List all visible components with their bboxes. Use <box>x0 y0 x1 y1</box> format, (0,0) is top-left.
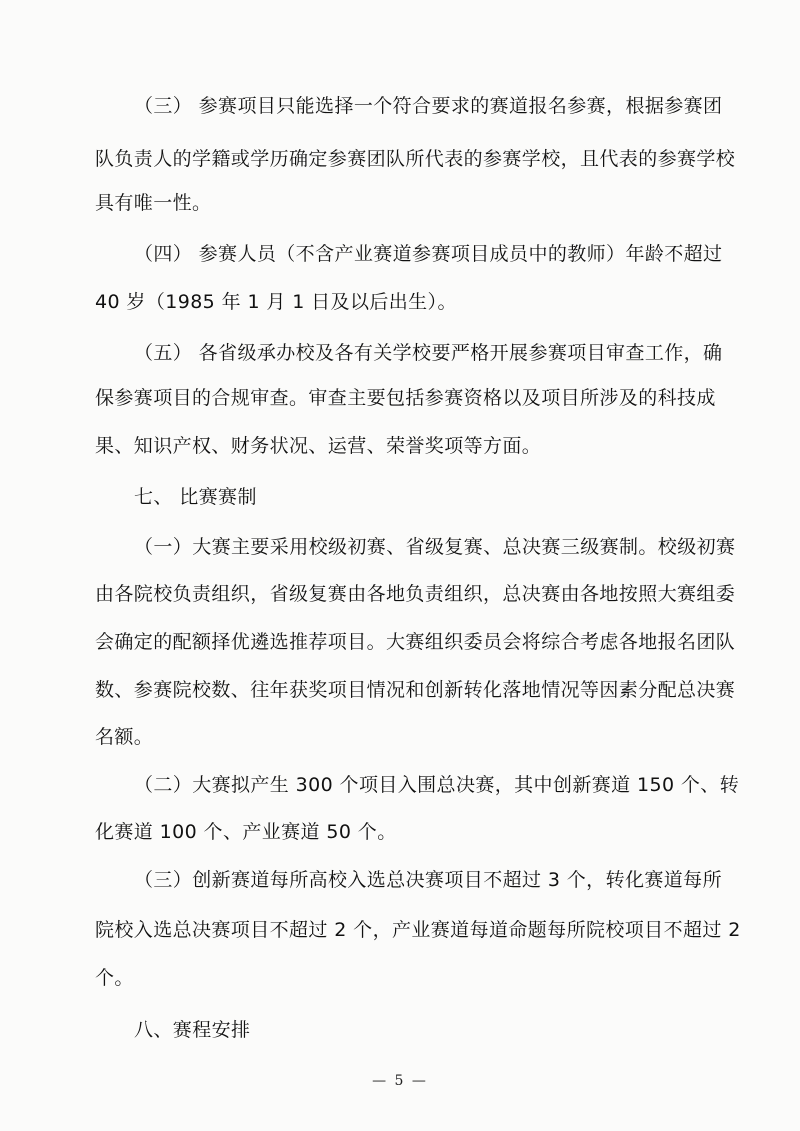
page-number: — 5 — <box>372 1073 428 1089</box>
paragraph-line: 保参赛项目的合规审查。审查主要包括参赛资格以及项目所涉及的科技成 <box>95 387 716 409</box>
paragraph-line: 名额。 <box>95 726 154 748</box>
section-heading-schedule: 八、赛程安排 <box>134 1019 251 1041</box>
paragraph-line: 化赛道 100 个、产业赛道 50 个。 <box>95 821 397 843</box>
paragraph-line: 由各院校负责组织，省级复赛由各地负责组织，总决赛由各地按照大赛组委 <box>95 583 736 605</box>
paragraph-line: 会确定的配额择优遴选推荐项目。大赛组织委员会将综合考虑各地报名团队 <box>95 631 736 653</box>
paragraph-line: （一）大赛主要采用校级初赛、省级复赛、总决赛三级赛制。校级初赛 <box>134 536 736 558</box>
paragraph-line: 果、知识产权、财务状况、运营、荣誉奖项等方面。 <box>95 435 542 457</box>
paragraph-line: （三） 参赛项目只能选择一个符合要求的赛道报名参赛，根据参赛团 <box>134 95 723 117</box>
paragraph-line: 个。 <box>95 967 134 989</box>
paragraph-line: 队负责人的学籍或学历确定参赛团队所代表的参赛学校，且代表的参赛学校 <box>95 148 736 170</box>
paragraph-line: 院校入选总决赛项目不超过 2 个，产业赛道每道命题每所院校项目不超过 2 <box>95 919 741 941</box>
paragraph-line: （五） 各省级承办校及各有关学校要严格开展参赛项目审查工作，确 <box>134 342 723 364</box>
paragraph-line: 数、参赛院校数、往年获奖项目情况和创新转化落地情况等因素分配总决赛 <box>95 679 736 701</box>
section-heading-competition-format: 七、 比赛赛制 <box>134 486 257 508</box>
paragraph-line: 具有唯一性。 <box>95 192 212 214</box>
paragraph-line: （三）创新赛道每所高校入选总决赛项目不超过 3 个，转化赛道每所 <box>134 869 722 891</box>
paragraph-line: 40 岁（1985 年 1 月 1 日及以后出生）。 <box>95 291 457 313</box>
paragraph-line: （四） 参赛人员（不含产业赛道参赛项目成员中的教师）年龄不超过 <box>134 243 723 265</box>
paragraph-line: （二）大赛拟产生 300 个项目入围总决赛，其中创新赛道 150 个、转 <box>134 774 740 796</box>
